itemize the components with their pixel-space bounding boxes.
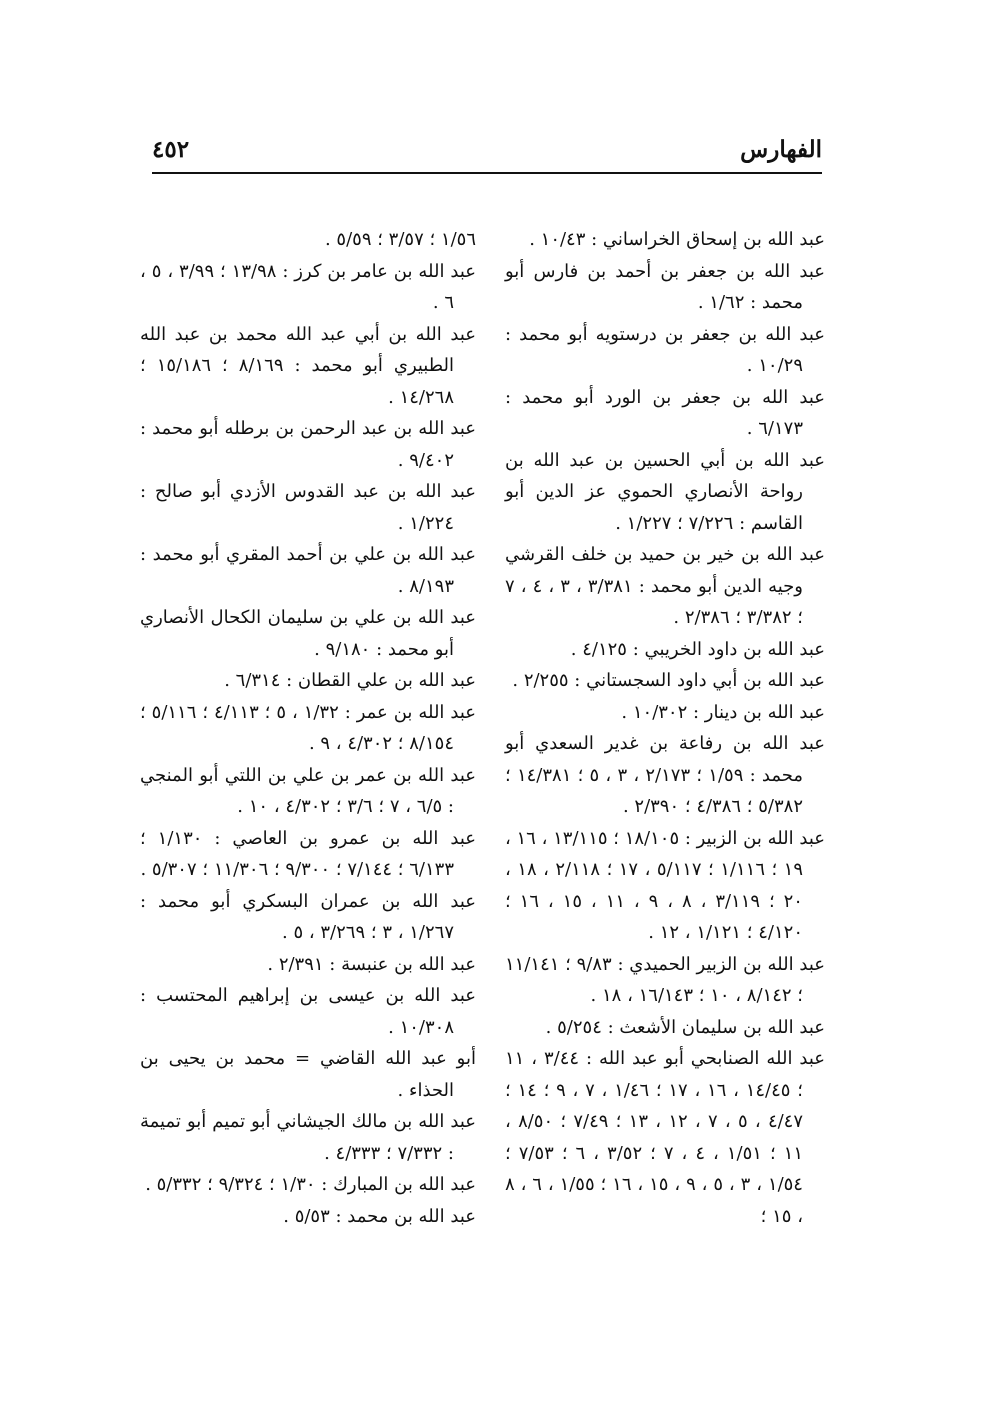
- index-entry: عبد الله بن عبد القدوس الأزدي أبو صالح : ١/٢٢٤ .: [140, 481, 476, 534]
- index-column-left: [140, 224, 476, 1232]
- index-entry: عبد الله بن علي بن سليمان الكحال الأنصاري أبو محمد : ٩/١٨٠ .: [140, 607, 476, 660]
- index-entry: عبد الله بن أبي الحسين بن عبد الله بن رواحة الأنصاري الحموي عز الدين أبو القاسم : ٧/٢٢٦ ؛ ١/٢٢٧ .: [505, 449, 825, 534]
- index-entry-continued: ١/٥٦ ؛ ٣/٥٧ ؛ ٥/٥٩ .: [324, 229, 476, 250]
- index-entry: عبد الله بن علي القطان : ٦/٣١٤ .: [224, 670, 476, 691]
- index-entry: عبد الله بن الزبير : ١٨/١٠٥ ؛ ١٣/١١٥ ، ١٦ ، ١٩ ؛ ١/١١٦ ؛ ٥/١١٧ ، ١٧ ؛ ٢/١١٨ ، ١٨ ، ٢٠ ؛ ٣/١١٩ ، ٨ ، ٩ ، ١١ ، ١٥ ، ١٦ ؛ ٤/١٢٠ ؛ ١/١٢١ ، ١٢ .: [504, 827, 825, 943]
- index-entry: عبد الله بن عمرو بن العاصي : ١/١٣٠ ؛ ٦/١٣٣ ؛ ٧/١٤٤ ؛ ٩/٣٠٠ ؛ ١١/٣٠٦ ؛ ٥/٣٠٧ .: [140, 827, 476, 880]
- index-entry: عبد الله بن عامر بن كرز : ١٣/٩٨ ؛ ٣/٩٩ ، ٥ ، ٦ .: [140, 260, 476, 313]
- index-entry: عبد الله بن عنبسة : ٢/٣٩١ .: [267, 953, 476, 975]
- header-rule: [152, 172, 822, 174]
- index-entry: عبد الله بن عمر : ١/٣٢ ، ٥ ؛ ٤/١١٣ ؛ ٥/١١٦ ؛ ٨/١٥٤ ؛ ٤/٣٠٢ ، ٩ .: [140, 701, 476, 754]
- index-entry: عبد الله بن محمد : ٥/٥٣ .: [283, 1205, 476, 1227]
- index-entry: عبد الله بن مالك الجيشاني أبو تميم أبو تميمة : ٧/٣٣٢ ؛ ٤/٣٣٣ .: [140, 1111, 476, 1164]
- page-number: ٤٥٢: [152, 136, 190, 163]
- index-entry: عبد الله بن رفاعة بن غدير السعدي أبو محمد : ١/٥٩ ؛ ٢/١٧٣ ، ٣ ، ٥ ؛ ١٤/٣٨١ ؛ ٥/٣٨٢ ؛ ٤/٣٨٦ ؛ ٢/٣٩٠ .: [505, 733, 825, 817]
- index-entry: عبد الله بن علي بن أحمد المقري أبو محمد : ٨/١٩٣ .: [140, 544, 476, 597]
- page-header: [152, 136, 822, 176]
- index-entry: عبد الله بن أبي عبد الله محمد بن عبد الله الطبيري أبو محمد : ٨/١٦٩ ؛ ١٥/١٨٦ ؛ ١٤/٢٦٨ .: [140, 323, 476, 408]
- index-entry: عبد الله بن المبارك : ١/٣٠ ؛ ٩/٣٢٤ ؛ ٥/٣٣٢ .: [145, 1174, 476, 1195]
- index-entry: عبد الله بن داود الخريبي : ٤/١٢٥ .: [570, 638, 825, 660]
- index-entry: عبد الله بن دينار : ١٠/٣٠٢ .: [621, 701, 825, 723]
- index-entry: عبد الله بن سليمان الأشعث : ٥/٢٥٤ .: [545, 1016, 825, 1038]
- index-entry: عبد الله بن عمر بن علي بن اللتي أبو المنجي : ٦/٥ ، ٧ ؛ ٣/٦ ؛ ٤/٣٠٢ ، ١٠ .: [140, 764, 476, 817]
- index-entry: عبد الله بن أبي داود السجستاني : ٢/٢٥٥ .: [512, 670, 825, 691]
- index-entry: عبد الله بن جعفر بن درستويه أبو محمد : ١٠/٢٩ .: [505, 323, 825, 376]
- index-entry: عبد الله الصنابحي أبو عبد الله : ٣/٤٤ ، ١١ ؛ ١٤/٤٥ ، ١٦ ، ١٧ ؛ ١/٤٦ ، ٧ ، ٩ ؛ ١٤ ؛ ٤/٤٧ ، ٥ ، ٧ ، ١٢ ، ١٣ ؛ ٧/٤٩ ؛ ٨/٥٠ ، ١١ ؛ ١/٥١ ، ٤ ، ٧ ؛ ٣/٥٢ ، ٦ ؛ ٧/٥٣ ؛ ١/٥٤ ، ٣ ، ٥ ، ٩ ، ١٥ ، ١٦ ؛ ١/٥٥ ، ٦ ، ٨ ، ١٥ ؛: [505, 1048, 825, 1227]
- index-column-right: [505, 224, 825, 1232]
- index-entry: عبد الله بن عيسى بن إبراهيم المحتسب : ١٠/٣٠٨ .: [140, 985, 476, 1038]
- index-entry: أبو عبد الله القاضي = محمد بن يحيى بن الحذاء .: [140, 1048, 476, 1101]
- section-title: الفهارس: [740, 136, 822, 163]
- index-entry: عبد الله بن جعفر بن الورد أبو محمد : ٦/١٧٣ .: [505, 386, 825, 439]
- index-entry: عبد الله بن جعفر بن أحمد بن فارس أبو محمد : ١/٦٢ .: [505, 260, 825, 313]
- index-entry: عبد الله بن إسحاق الخراساني : ١٠/٤٣ .: [529, 229, 825, 250]
- index-entry: عبد الله بن عمران البسكري أبو محمد : ١/٢٦٧ ، ٣ ؛ ٣/٢٦٩ ، ٥ .: [140, 890, 476, 943]
- index-entry: عبد الله بن خير بن حميد بن خلف القرشي وجيه الدين أبو محمد : ٣/٣٨١ ، ٣ ، ٤ ، ٧ ؛ ٣/٣٨٢ ؛ ٢/٣٨٦ .: [505, 544, 825, 628]
- index-entry: عبد الله بن الزبير الحميدي : ٩/٨٣ ؛ ١١/١٤١ ؛ ٨/١٤٢ ، ١٠ ؛ ١٦/١٤٣ ، ١٨ .: [505, 953, 825, 1006]
- index-entry: عبد الله بن عبد الرحمن بن برطله أبو محمد : ٩/٤٠٢ .: [140, 418, 476, 471]
